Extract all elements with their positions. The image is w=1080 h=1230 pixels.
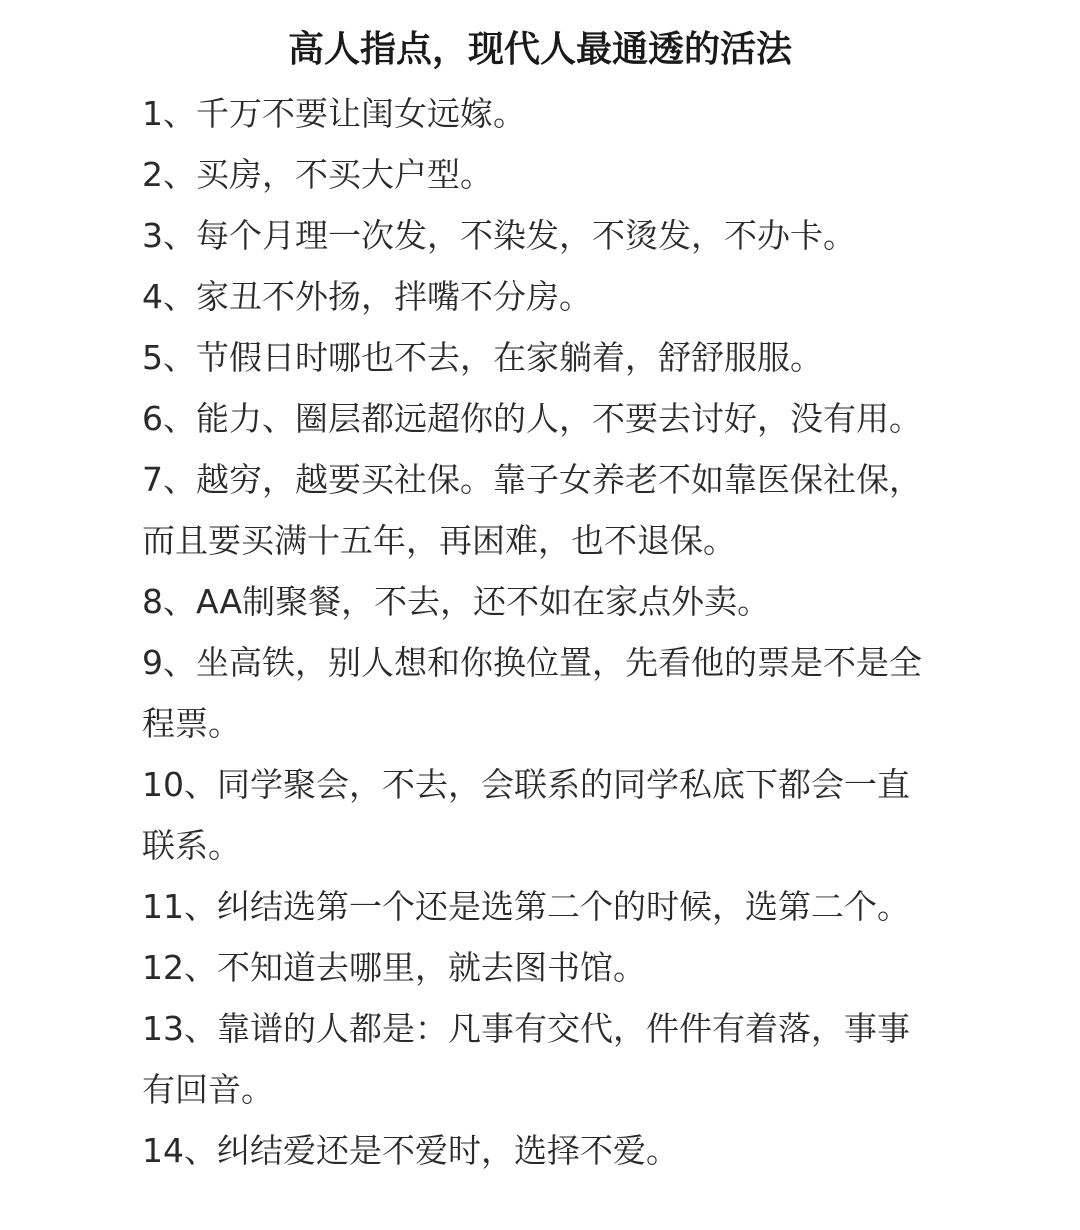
list-item: 2、买房，不买大户型。	[142, 155, 493, 194]
list-item: 13、靠谱的人都是：凡事有交代，件件有着落，事事有回音。	[142, 1009, 910, 1109]
list-item: 10、同学聚会，不去，会联系的同学私底下都会一直联系。	[142, 765, 910, 865]
tips-list	[142, 83, 942, 1181]
list-item: 8、AA制聚餐，不去，还不如在家点外卖。	[142, 582, 771, 621]
list-item: 6、能力、圈层都远超你的人，不要去讨好，没有用。	[142, 399, 922, 438]
list-item: 9、坐高铁，别人想和你换位置，先看他的票是不是全程票。	[142, 643, 922, 743]
list-item: 7、越穷，越要买社保。靠子女养老不如靠医保社保，而且要买满十五年，再困难，也不退保。	[142, 460, 922, 560]
list-item: 3、每个月理一次发，不染发，不烫发，不办卡。	[142, 216, 856, 255]
list-item: 5、节假日时哪也不去，在家躺着，舒舒服服。	[142, 338, 823, 377]
list-item: 1、千万不要让闺女远嫁。	[142, 94, 526, 133]
list-item: 11、纠结选第一个还是选第二个的时候，选第二个。	[142, 887, 910, 926]
page-title: 高人指点，现代人最通透的活法	[287, 29, 792, 70]
list-item: 12、不知道去哪里，就去图书馆。	[142, 948, 646, 987]
list-item: 4、家丑不外扬，拌嘴不分房。	[142, 277, 592, 316]
list-item: 14、纠结爱还是不爱时，选择不爱。	[142, 1131, 679, 1170]
